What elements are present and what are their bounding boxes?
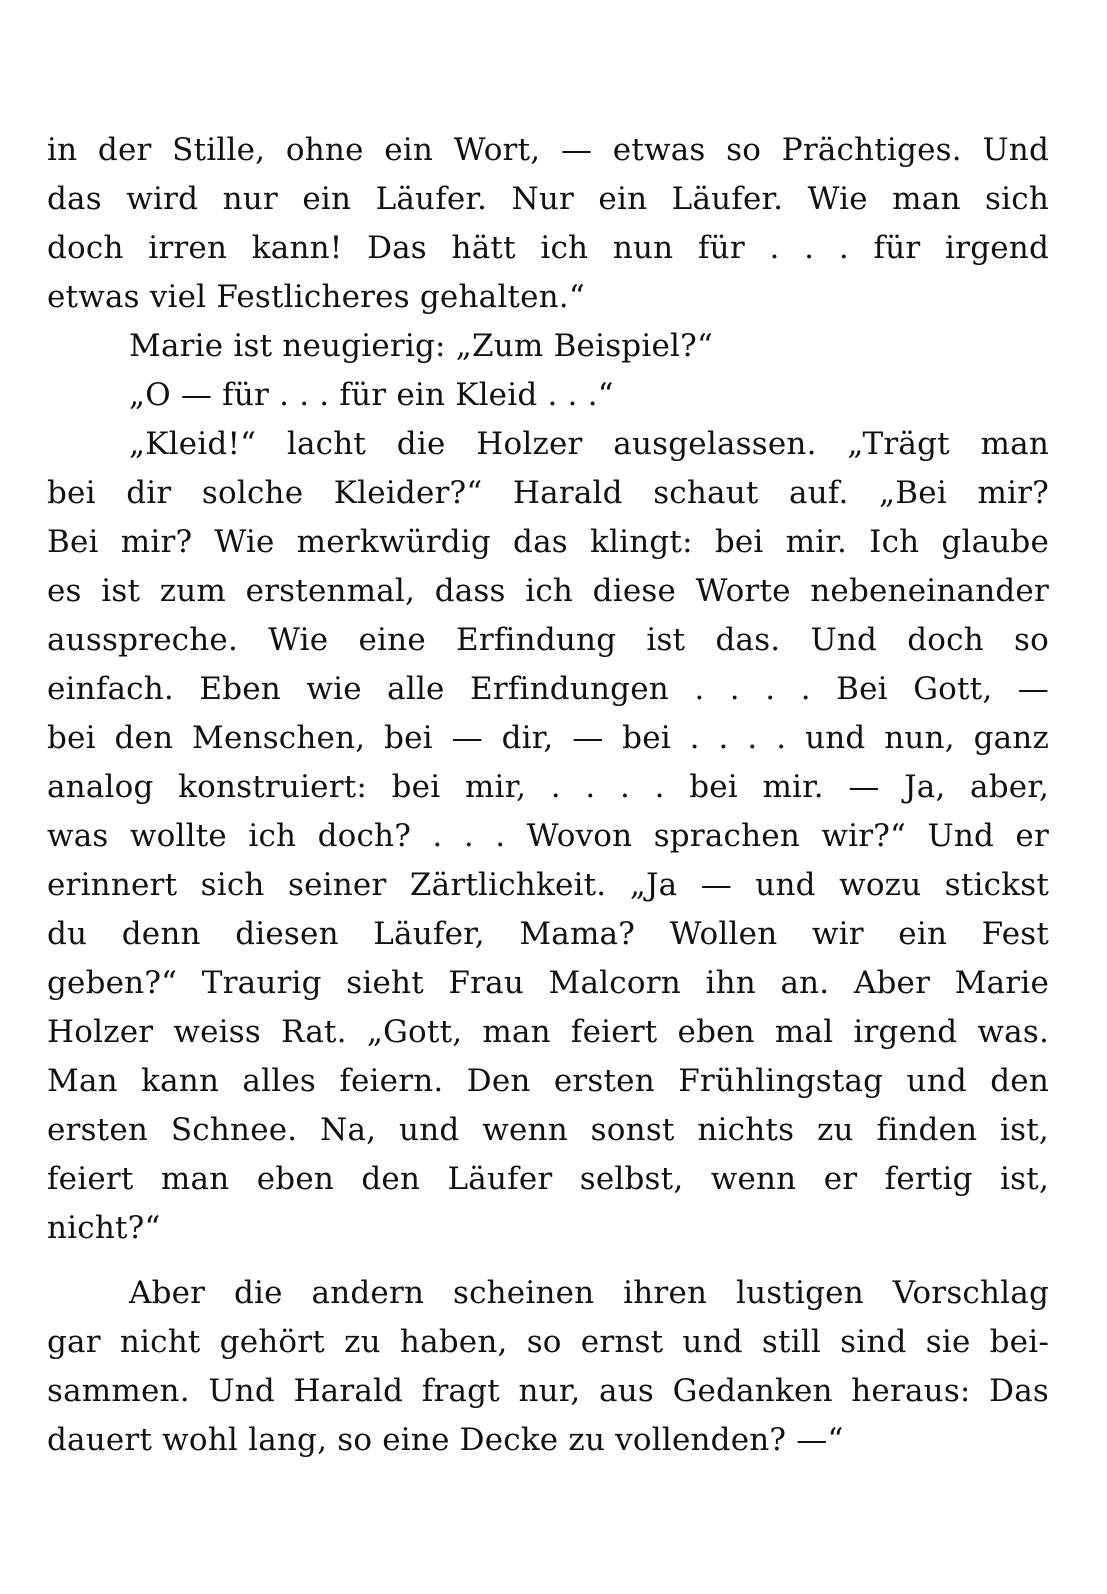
text-line: ersten Schnee. Na, und wenn sonst nichts zu finden ist, [47,1112,1049,1148]
text-line: etwas viel Festlicheres gehalten.“ [47,279,585,315]
text-line: analog konstruiert: bei mir, . . . . bei mir. — Ja, aber, [47,769,1049,805]
text-line: bei den Menschen, bei — dir, — bei . . . . und nun, ganz [47,720,1049,756]
text-line: doch irren kann! Das hätt ich nun für . . . für irgend [47,230,1049,266]
text-line: bei dir solche Kleider?“ Harald schaut auf. „Bei mir? [47,475,1049,511]
text-line: es ist zum erstenmal, dass ich diese Worte nebeneinander [47,573,1049,609]
text-line: Marie ist neugierig: „Zum Beispiel?“ [129,328,713,364]
text-line: Aber die andern scheinen ihren lustigen Vorschlag [129,1275,1049,1311]
text-line: „Kleid!“ lacht die Holzer ausgelassen. „Trägt man [129,426,1049,462]
text-line: Bei mir? Wie merkwürdig das klingt: bei mir. Ich glaube [47,524,1049,560]
text-line: gar nicht gehört zu haben, so ernst und still sind sie bei- [47,1324,1049,1360]
text-line: sammen. Und Harald fragt nur, aus Gedanken heraus: Das [47,1373,1049,1409]
text-line: dauert wohl lang, so eine Decke zu vollenden? —“ [47,1422,844,1458]
paragraph-gap [47,1253,1049,1269]
text-line: feiert man eben den Läufer selbst, wenn er fertig ist, [47,1161,1049,1197]
text-line: Holzer weiss Rat. „Gott, man feiert eben mal irgend was. [47,1014,1049,1050]
text-line: Man kann alles feiern. Den ersten Frühlingstag und den [47,1063,1049,1099]
text-line: was wollte ich doch? . . . Wovon sprachen wir?“ Und er [47,818,1049,854]
text-line: „O — für . . . für ein Kleid . . .“ [129,377,614,413]
text-line: du denn diesen Läufer, Mama? Wollen wir ein Fest [47,916,1049,952]
text-line: ausspreche. Wie eine Erfindung ist das. Und doch so [47,622,1049,658]
text-line: das wird nur ein Läufer. Nur ein Läufer. Wie man sich [47,181,1049,217]
text-line: einfach. Eben wie alle Erfindungen . . . . Bei Gott, — [47,671,1049,707]
text-line: erinnert sich seiner Zärtlichkeit. „Ja — und wozu stickst [47,867,1049,903]
text-line: geben?“ Traurig sieht Frau Malcorn ihn an. Aber Marie [47,965,1049,1001]
text-line: in der Stille, ohne ein Wort, — etwas so Prächtiges. Und [47,132,1049,168]
text-line: nicht?“ [47,1210,161,1246]
page-text [47,126,1049,1465]
